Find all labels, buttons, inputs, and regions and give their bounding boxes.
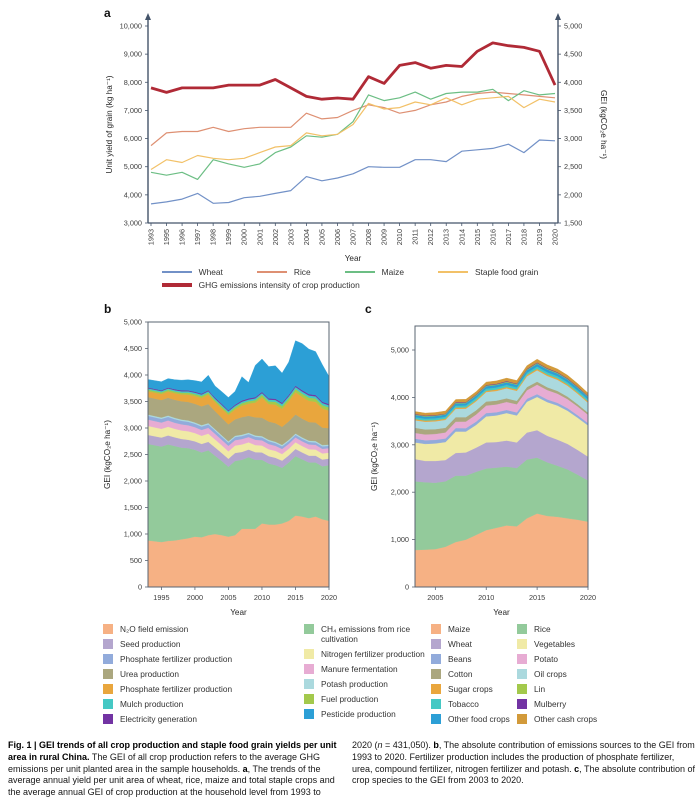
left-axis-tick-label: 8,000 bbox=[123, 77, 142, 87]
legend-color-swatch bbox=[517, 654, 527, 664]
legend-item-label: Nitrogen fertilizer production bbox=[321, 649, 425, 659]
legend-item-other-cash-crops bbox=[517, 714, 632, 724]
x-axis-title: Year bbox=[493, 608, 510, 617]
y-axis-tick-label: 5,000 bbox=[390, 345, 409, 355]
legend-sources-column-1 bbox=[103, 624, 299, 729]
right-axis-tick-label: 4,000 bbox=[564, 77, 583, 87]
y-axis-tick-label: 4,000 bbox=[123, 370, 142, 380]
y-axis-tick-label: 0 bbox=[137, 582, 142, 592]
left-axis-tick-label: 10,000 bbox=[119, 21, 142, 31]
legend-item-maize bbox=[431, 624, 511, 634]
legend-item-label: Rice bbox=[293, 267, 311, 277]
legend-item-rice bbox=[257, 267, 311, 277]
legend-color-swatch bbox=[304, 694, 314, 704]
legend-item-label: Cotton bbox=[448, 669, 473, 679]
y-axis-tick-label: 3,000 bbox=[390, 440, 409, 450]
x-axis-tick-label: 2020 bbox=[550, 229, 560, 246]
panel-c-label: c bbox=[365, 302, 372, 316]
legend-line-swatch bbox=[162, 271, 192, 273]
legend-item-label: Seed production bbox=[120, 639, 181, 649]
legend-item-other-food-crops bbox=[431, 714, 511, 724]
x-axis-tick-label: 1995 bbox=[153, 593, 170, 602]
legend-item-label: Electricity generation bbox=[120, 714, 198, 724]
legend-item-pesticide-production bbox=[304, 709, 426, 719]
right-axis-tick-label: 2,500 bbox=[564, 162, 583, 172]
x-axis-tick-label: 2015 bbox=[529, 593, 546, 602]
legend-item-seed-production bbox=[103, 639, 299, 649]
legend-color-swatch bbox=[431, 714, 441, 724]
left-axis-tick-label: 9,000 bbox=[123, 49, 142, 59]
legend-item-label: Manure fermentation bbox=[321, 664, 398, 674]
series-line-staple-food-grain bbox=[151, 96, 555, 169]
legend-item-urea-production bbox=[103, 669, 299, 679]
x-axis-tick-label: 2018 bbox=[519, 229, 529, 246]
legend-item-manure-fermentation bbox=[304, 664, 426, 674]
legend-color-swatch bbox=[103, 654, 113, 664]
legend-sources-column-2 bbox=[304, 624, 426, 724]
legend-item-ch-emissions-from-rice-cultivation bbox=[304, 624, 426, 644]
legend-item-label: Phosphate fertilizer production bbox=[120, 684, 233, 694]
legend-color-swatch bbox=[103, 684, 113, 694]
x-axis-tick-label: 2005 bbox=[220, 593, 237, 602]
caption-left-column bbox=[8, 740, 346, 799]
legend-item-label: Vegetables bbox=[534, 639, 576, 649]
legend-item-electricity-generation bbox=[103, 714, 299, 724]
legend-item-potato bbox=[517, 654, 632, 664]
legend-item-label: Staple food grain bbox=[475, 267, 539, 277]
right-axis-title: GEI (kgCO₂e ha⁻¹) bbox=[599, 90, 608, 159]
left-axis-arrow-icon bbox=[145, 13, 151, 20]
legend-crops-column-2 bbox=[517, 624, 632, 729]
legend-item-label: Other food crops bbox=[448, 714, 510, 724]
y-axis-tick-label: 4,000 bbox=[390, 392, 409, 402]
caption-text-segment: c bbox=[574, 763, 580, 774]
caption-text-segment: = 431,050). bbox=[382, 740, 434, 750]
left-axis-tick-label: 3,000 bbox=[123, 218, 142, 228]
x-axis-tick-label: 2013 bbox=[441, 229, 451, 246]
chart-b-plot bbox=[103, 318, 337, 618]
x-axis-tick-label: 2020 bbox=[320, 593, 338, 602]
x-axis-tick-label: 2004 bbox=[301, 229, 311, 246]
legend-item-label: Wheat bbox=[198, 267, 223, 277]
legend-color-swatch bbox=[431, 654, 441, 664]
legend-item-label: Lin bbox=[534, 684, 546, 694]
chart-c-plot bbox=[370, 326, 596, 617]
legend-item-label: Other cash crops bbox=[534, 714, 598, 724]
legend-item-label: Urea production bbox=[120, 669, 180, 679]
caption-text-segment: 2020 ( bbox=[352, 740, 378, 750]
x-axis-tick-label: 2000 bbox=[186, 593, 204, 602]
panel-a-plot bbox=[105, 13, 608, 263]
x-axis-tick-label: 2000 bbox=[239, 229, 249, 246]
legend-item-label: Mulch production bbox=[120, 699, 184, 709]
x-axis-tick-label: 2017 bbox=[503, 229, 513, 246]
legend-item-phosphate-fertilizer-production bbox=[103, 654, 299, 664]
left-axis-tick-label: 5,000 bbox=[123, 162, 142, 172]
right-axis-arrow-icon bbox=[555, 13, 561, 20]
y-axis-tick-label: 2,500 bbox=[123, 450, 142, 459]
panel-b-stacked-area-chart bbox=[0, 300, 350, 630]
legend-line-swatch bbox=[257, 271, 287, 273]
legend-item-mulch-production bbox=[103, 699, 299, 709]
y-axis-tick-label: 2,000 bbox=[390, 487, 409, 497]
x-axis-tick-label: 2012 bbox=[426, 229, 436, 246]
x-axis-tick-label: 2011 bbox=[410, 229, 420, 245]
x-axis-tick-label: 2010 bbox=[478, 593, 495, 602]
legend-line-swatch bbox=[438, 271, 468, 273]
y-axis-title: GEI (kgCO₂e ha⁻¹) bbox=[370, 422, 379, 491]
x-axis-title: Year bbox=[230, 608, 247, 617]
x-axis-tick-label: 2014 bbox=[457, 229, 467, 246]
x-axis-tick-label: 2020 bbox=[579, 593, 597, 602]
legend-color-swatch bbox=[431, 669, 441, 679]
x-axis-tick-label: 2016 bbox=[488, 229, 498, 246]
y-axis-tick-label: 2,000 bbox=[123, 476, 142, 486]
legend-item-label: Rice bbox=[534, 624, 551, 634]
legend-crops-column-1 bbox=[431, 624, 511, 729]
legend-item-label: Beans bbox=[448, 654, 472, 664]
legend-color-swatch bbox=[517, 669, 527, 679]
panel-b-label: b bbox=[104, 302, 112, 316]
legend-item-label: Oil crops bbox=[534, 669, 567, 679]
legend-item-label: Potash production bbox=[321, 679, 388, 689]
legend-item-nitrogen-fertilizer-production bbox=[304, 649, 426, 659]
legend-item-n-o-field-emission bbox=[103, 624, 299, 634]
legend-color-swatch bbox=[304, 649, 314, 659]
y-axis-title: GEI (kgCO₂e ha⁻¹) bbox=[103, 420, 112, 489]
panel-a-line-chart bbox=[0, 0, 700, 268]
legend-line-swatch bbox=[162, 283, 192, 286]
legend-color-swatch bbox=[304, 679, 314, 689]
x-axis-tick-label: 2009 bbox=[379, 229, 389, 246]
y-axis-tick-label: 0 bbox=[404, 582, 409, 592]
series-line-maize bbox=[151, 89, 555, 179]
panel-a-legend-row-1 bbox=[162, 267, 539, 277]
legend-item-wheat bbox=[162, 267, 223, 277]
y-axis-tick-label: 3,000 bbox=[123, 423, 142, 433]
legend-item-label: Pesticide production bbox=[321, 709, 396, 719]
legend-color-swatch bbox=[103, 714, 113, 724]
right-axis-tick-label: 4,500 bbox=[564, 49, 583, 59]
right-axis-tick-label: 2,000 bbox=[564, 190, 583, 200]
legend-color-swatch bbox=[304, 664, 314, 674]
legend-item-label: N₂O field emission bbox=[120, 624, 189, 634]
right-axis-tick-label: 3,000 bbox=[564, 134, 583, 144]
x-axis-tick-label: 2001 bbox=[255, 229, 265, 246]
x-axis-tick-label: 2015 bbox=[287, 593, 304, 602]
legend-item-vegetables bbox=[517, 639, 632, 649]
legend-item-ghg-emissions-intensity-of-crop-production bbox=[162, 280, 360, 290]
legend-color-swatch bbox=[431, 699, 441, 709]
caption-text-segment: , The trends of the average annual yield per unit area of wheat, rice, maize and total staple crops and the average annual GEI of crop production at the household level from 1993 to bbox=[8, 763, 335, 798]
legend-item-label: Maize bbox=[381, 267, 404, 277]
y-axis-tick-label: 4,500 bbox=[123, 344, 142, 353]
legend-color-swatch bbox=[517, 624, 527, 634]
x-axis-tick-label: 2007 bbox=[348, 229, 358, 246]
caption-right-column bbox=[352, 740, 697, 787]
legend-item-cotton bbox=[431, 669, 511, 679]
y-axis-tick-label: 1,500 bbox=[123, 503, 142, 512]
x-axis-tick-label: 2008 bbox=[364, 229, 374, 246]
y-axis-tick-label: 3,500 bbox=[123, 397, 142, 406]
legend-color-swatch bbox=[103, 669, 113, 679]
legend-item-potash-production bbox=[304, 679, 426, 689]
left-axis-tick-label: 6,000 bbox=[123, 134, 142, 144]
x-axis-tick-label: 2010 bbox=[395, 229, 405, 246]
legend-color-swatch bbox=[431, 684, 441, 694]
legend-item-label: Wheat bbox=[448, 639, 472, 649]
legend-color-swatch bbox=[103, 699, 113, 709]
legend-item-tobacco bbox=[431, 699, 511, 709]
legend-color-swatch bbox=[103, 639, 113, 649]
right-axis-tick-label: 5,000 bbox=[564, 21, 583, 31]
legend-item-phosphate-fertilizer-production bbox=[103, 684, 299, 694]
legend-item-label: Potato bbox=[534, 654, 558, 664]
left-axis-title: Unit yield of grain (kg ha⁻¹) bbox=[105, 75, 114, 174]
legend-color-swatch bbox=[517, 714, 527, 724]
x-axis-tick-label: 2005 bbox=[427, 593, 444, 602]
legend-item-staple-food-grain bbox=[438, 267, 538, 277]
legend-item-label: Maize bbox=[448, 624, 471, 634]
legend-item-lin bbox=[517, 684, 632, 694]
legend-item-label: CH₄ emissions from rice cultivation bbox=[321, 624, 411, 644]
y-axis-tick-label: 500 bbox=[129, 556, 142, 565]
right-axis-tick-label: 3,500 bbox=[564, 105, 583, 115]
x-axis-title: Year bbox=[344, 254, 362, 263]
legend-color-swatch bbox=[431, 624, 441, 634]
y-axis-tick-label: 1,000 bbox=[123, 529, 142, 539]
x-axis-tick-label: 1995 bbox=[162, 229, 172, 246]
y-axis-tick-label: 1,000 bbox=[390, 535, 409, 545]
left-axis-tick-label: 4,000 bbox=[123, 190, 142, 200]
panel-a-label: a bbox=[104, 6, 111, 20]
legend-color-swatch bbox=[103, 624, 113, 634]
legend-item-label: Fuel production bbox=[321, 694, 379, 704]
x-axis-tick-label: 2003 bbox=[286, 229, 296, 246]
legend-color-swatch bbox=[517, 699, 527, 709]
series-line-wheat bbox=[151, 140, 555, 204]
left-axis-tick-label: 7,000 bbox=[123, 105, 142, 115]
legend-item-maize bbox=[345, 267, 404, 277]
caption-text-segment: a bbox=[242, 763, 248, 774]
legend-item-label: Mulberry bbox=[534, 699, 567, 709]
legend-item-label: GHG emissions intensity of crop production bbox=[198, 280, 360, 290]
y-axis-tick-label: 5,000 bbox=[123, 317, 142, 327]
legend-item-fuel-production bbox=[304, 694, 426, 704]
x-axis-tick-label: 2019 bbox=[534, 229, 544, 246]
x-axis-tick-label: 1996 bbox=[177, 229, 187, 246]
legend-item-mulberry bbox=[517, 699, 632, 709]
x-axis-tick-label: 2005 bbox=[317, 229, 327, 246]
legend-line-swatch bbox=[345, 271, 375, 273]
panel-a-legend bbox=[0, 267, 700, 290]
x-axis-tick-label: 2002 bbox=[270, 229, 280, 246]
legend-color-swatch bbox=[517, 684, 527, 694]
caption-text-segment: b bbox=[433, 740, 439, 750]
x-axis-tick-label: 2010 bbox=[253, 593, 271, 602]
legend-item-rice bbox=[517, 624, 632, 634]
legend-color-swatch bbox=[517, 639, 527, 649]
legend-item-oil-crops bbox=[517, 669, 632, 679]
x-axis-tick-label: 1999 bbox=[224, 229, 234, 246]
legend-item-wheat bbox=[431, 639, 511, 649]
legend-item-beans bbox=[431, 654, 511, 664]
legend-color-swatch bbox=[304, 624, 314, 634]
legend-item-label: Sugar crops bbox=[448, 684, 493, 694]
legend-item-label: Tobacco bbox=[448, 699, 479, 709]
caption-text-segment: The GEI of all crop production refers to the average GHG emissions per unit planted area in the sample households. bbox=[8, 751, 320, 774]
legend-color-swatch bbox=[431, 639, 441, 649]
panel-a-legend-row-2 bbox=[162, 280, 539, 290]
x-axis-tick-label: 1997 bbox=[193, 229, 203, 246]
caption-text-segment: , The absolute contribution of crop species to the GEI from 2003 to 2020. bbox=[352, 763, 696, 786]
x-axis-tick-label: 1998 bbox=[208, 229, 218, 246]
caption-text-segment: , The absolute contribution of emissions sources to the GEI from 1993 to 2020. Fertilizer production includes the production of phosphate fertilizer, urea, compound fertilizer, nitrogen fertilizer and potash. bbox=[352, 740, 695, 774]
x-axis-tick-label: 1993 bbox=[146, 229, 156, 246]
legend-item-label: Phosphate fertilizer production bbox=[120, 654, 233, 664]
legend-color-swatch bbox=[304, 709, 314, 719]
legend-item-sugar-crops bbox=[431, 684, 511, 694]
panel-c-stacked-area-chart bbox=[350, 300, 700, 630]
right-axis-tick-label: 1,500 bbox=[564, 218, 583, 228]
caption-text-segment: Fig. 1 | GEI trends of all crop production and staple food grain yields per unit area in rural China. bbox=[8, 740, 337, 762]
x-axis-tick-label: 2006 bbox=[332, 229, 342, 246]
caption-text-segment: n bbox=[377, 740, 383, 750]
x-axis-tick-label: 2015 bbox=[472, 229, 482, 246]
